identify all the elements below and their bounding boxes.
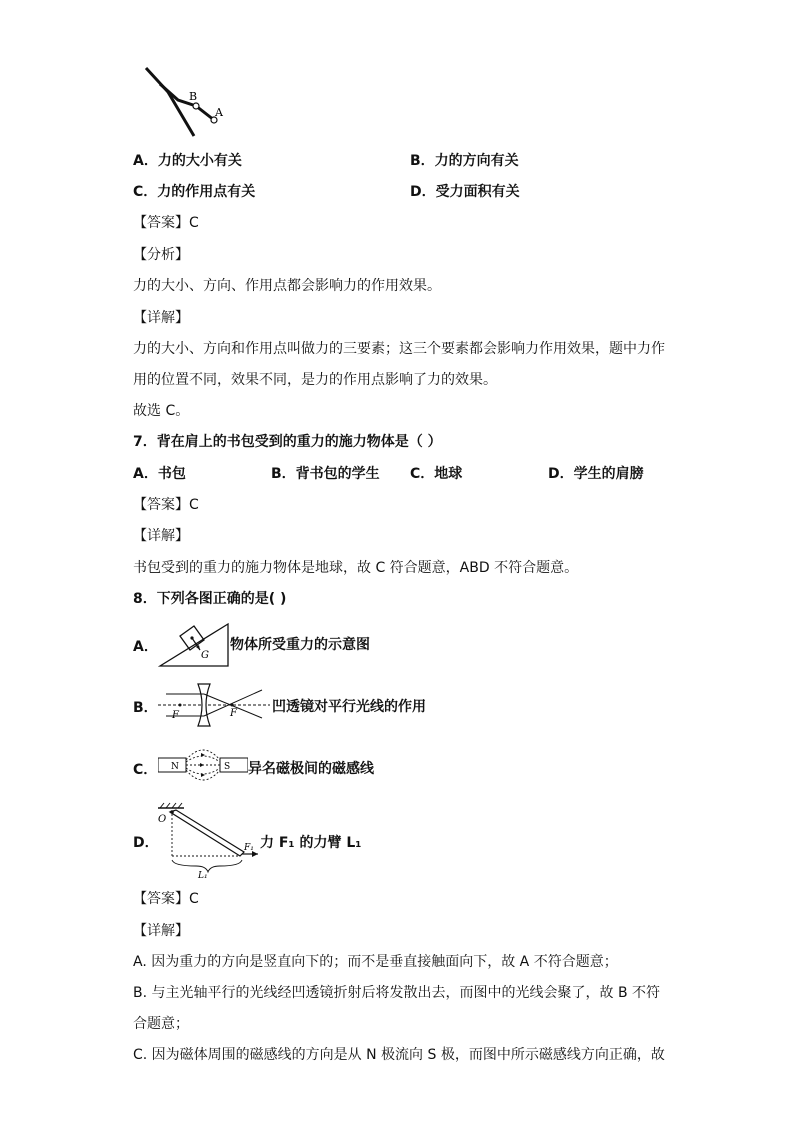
label-f-left: F <box>172 710 179 721</box>
q8-option-d-caption: 力 F₁ 的力臂 L₁ <box>260 835 362 851</box>
label-n: N <box>171 762 179 772</box>
concave-lens-drawing <box>158 682 270 728</box>
q8-option-a-letter: A． <box>133 639 158 655</box>
q7-detail-heading: 【详解】 <box>133 528 189 544</box>
scissors-figure <box>138 62 238 142</box>
q6-detail-line-2: 用的位置不同，效果不同，是力的作用点影响了力的效果。 <box>133 372 497 388</box>
label-l1: L₁ <box>198 871 208 878</box>
q6-conclusion: 故选 C。 <box>133 403 190 419</box>
lever-drawing <box>156 802 260 878</box>
q6-analysis-heading: 【分析】 <box>133 247 189 263</box>
q6-detail-line-1: 力的大小、方向和作用点叫做力的三要素；这三个要素都会影响力作用效果，题中力作 <box>133 341 665 357</box>
q8-detail-c: C. 因为磁体周围的磁感线的方向是从 N 极流向 S 极，而图中所示磁感线方向正确，故 <box>133 1047 665 1063</box>
q6-analysis-text: 力的大小、方向、作用点都会影响力的作用效果。 <box>133 278 441 294</box>
q7-option-b: B．背书包的学生 <box>271 466 380 482</box>
q8-detail-b-line-2: 合题意； <box>133 1016 189 1032</box>
magnetic-field-figure <box>158 742 248 788</box>
q8-option-a-caption: 物体所受重力的示意图 <box>230 637 370 653</box>
q6-option-d: D．受力面积有关 <box>410 184 520 200</box>
label-a: A <box>215 106 223 119</box>
q7-option-d: D．学生的肩膀 <box>548 466 644 482</box>
magnetic-field-drawing <box>158 742 248 788</box>
q6-option-c: C．力的作用点有关 <box>133 184 256 200</box>
q7-answer: 【答案】C <box>133 497 199 513</box>
q6-option-b: B．力的方向有关 <box>410 153 519 169</box>
q8-option-d-letter: D． <box>133 835 159 851</box>
q7-question: 7．背在肩上的书包受到的重力的施力物体是（ ） <box>133 434 442 450</box>
label-s: S <box>224 762 231 772</box>
q8-option-b-caption: 凹透镜对平行光线的作用 <box>272 699 426 715</box>
q8-answer: 【答案】C <box>133 891 199 907</box>
q6-answer: 【答案】C <box>133 215 199 231</box>
q8-detail-b-line-1: B. 与主光轴平行的光线经凹透镜折射后将发散出去，而图中的光线会聚了，故 B 不符 <box>133 985 661 1001</box>
label-b: B <box>189 90 198 103</box>
q7-option-c: C．地球 <box>410 466 463 482</box>
label-f-right: F <box>230 708 237 719</box>
incline-drawing <box>158 618 230 670</box>
q8-detail-a: A. 因为重力的方向是竖直向下的；而不是垂直接触面向下，故 A 不符合题意； <box>133 954 618 970</box>
label-g: G <box>201 650 209 661</box>
label-o: O <box>158 814 167 825</box>
q6-detail-heading: 【详解】 <box>133 310 189 326</box>
incline-gravity-figure <box>158 618 230 670</box>
scissors-drawing <box>138 62 238 142</box>
q8-detail-heading: 【详解】 <box>133 923 189 939</box>
q6-option-a: A．力的大小有关 <box>133 153 242 169</box>
q7-detail-text: 书包受到的重力的施力物体是地球，故 C 符合题意，ABD 不符合题意。 <box>133 560 579 576</box>
lever-figure <box>156 802 260 878</box>
q8-question: 8．下列各图正确的是( ) <box>133 591 287 607</box>
q8-option-b-letter: B． <box>133 700 158 716</box>
label-f1: F₁ <box>244 843 254 853</box>
q7-option-a: A．书包 <box>133 466 186 482</box>
q8-option-c-caption: 异名磁极间的磁感线 <box>248 761 374 777</box>
concave-lens-figure <box>158 682 270 728</box>
q8-option-c-letter: C． <box>133 762 158 778</box>
